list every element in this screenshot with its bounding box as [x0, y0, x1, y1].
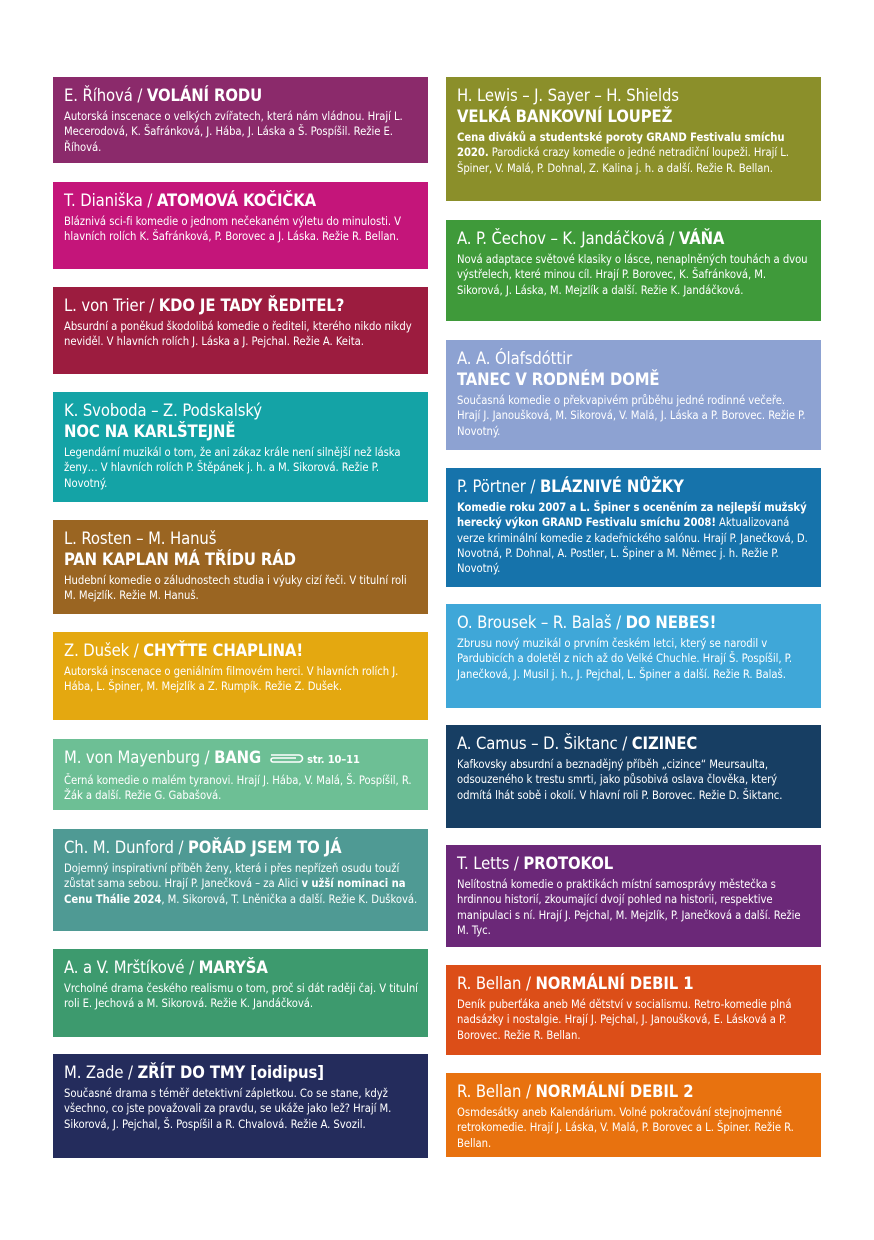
show-authors: K. Svoboda – Z. Podskalský	[64, 401, 262, 420]
show-card-marysa	[53, 949, 428, 1037]
show-description	[64, 1086, 418, 1132]
show-description	[457, 757, 811, 803]
show-authors: R. Bellan	[457, 974, 522, 993]
show-description	[64, 773, 418, 804]
show-card-cizinec	[446, 725, 821, 828]
show-description	[64, 214, 418, 245]
show-authors: E. Říhová	[64, 86, 133, 105]
show-description	[64, 664, 418, 695]
show-title: VÁŇA	[678, 229, 725, 248]
show-title: VOLÁNÍ RODU	[146, 86, 263, 105]
show-title: DO NEBES!	[625, 613, 717, 632]
show-authors: A. a V. Mrštíkové	[64, 958, 185, 977]
show-heading: Z. Dušek / CHYŤTE CHAPLINA!	[64, 641, 303, 660]
show-award: Cena diváků a studentské poroty GRAND Festivalu smíchu 2020.	[457, 131, 785, 160]
show-description-text: Dojemný inspirativní příběh ženy, která i přes nepřízeň osudu touží zůstat sama sebou. Hrají P. Janečková – za Alici	[64, 862, 400, 891]
show-award: Komedie roku 2007 a L. Špiner s oceněním za nejlepší mužský herecký výkon GRAND Festivalu smíchu 2008!	[457, 501, 807, 530]
show-description-text: Bláznivá sci-fi komedie o jednom nečekaném výletu do minulosti. V hlavních rolích K. Šafránková, P. Borovec a J. Láska. Režie R. Bellan.	[64, 215, 401, 244]
show-description-text: Černá komedie o malém tyranovi. Hrají J. Hába, V. Malá, Š. Pospíšil, R. Žák a další. Režie G. Gabašová.	[64, 774, 412, 803]
show-authors: M. Zade	[64, 1063, 124, 1082]
show-description-text: Nelítostná komedie o praktikách místní samosprávy městečka s hrdinnou historií, zkoumající dvojí pohled na historii, respektive manipulaci s ní. Hrají J. Pejchal, M. Mejzlík, P. Janečková a další. Režie M. Tyc.	[457, 878, 801, 937]
show-heading: Ch. M. Dunford / POŘÁD JSEM TO JÁ	[64, 838, 342, 857]
show-description-text: Současná komedie o překvapivém průběhu jedné rodinné večeře. Hrají J. Janoušková, M. Sikorová, V. Malá, J. Láska a P. Borovec. Režie P. Novotný.	[457, 394, 806, 438]
show-card-normalni-debil-1	[446, 965, 821, 1055]
show-heading: E. Říhová / VOLÁNÍ RODU	[64, 86, 263, 105]
show-card-chytte-chaplina	[53, 632, 428, 720]
show-description	[64, 861, 418, 907]
show-authors: P. Pörtner	[457, 477, 526, 496]
show-heading	[457, 85, 811, 127]
show-description	[457, 877, 811, 938]
show-authors: T. Letts	[457, 854, 510, 873]
show-card-do-nebes	[446, 604, 821, 708]
show-title: NORMÁLNÍ DEBIL 2	[535, 1082, 694, 1101]
show-authors: L. Rosten – M. Hanuš	[64, 529, 217, 548]
show-heading: A. Camus – D. Šiktanc / CIZINEC	[457, 734, 698, 753]
show-description-text: Deník puberťáka aneb Mé dětství v socialismu. Retro-komedie plná nadsázky i nostalgie. Hrají J. Pejchal, J. Janoušková, E. Lásková a P. Borovec. Režie R. Bellan.	[457, 998, 792, 1042]
show-description	[457, 130, 811, 176]
show-card-tanec-v-rodnem-dome	[446, 340, 821, 450]
show-description-text: Kafkovsky absurdní a beznadějný příběh „cizince“ Meursaulta, odsouzeného k trestu smrti, jako působivá oslava člověka, který odmítá lhát sobě i okolí. V hlavní roli P. Borovec. Režie D. Šiktanc.	[457, 758, 783, 802]
show-heading: R. Bellan / NORMÁLNÍ DEBIL 1	[457, 974, 694, 993]
show-card-zrit-do-tmy-oidipus	[53, 1054, 428, 1158]
show-authors: M. von Mayenburg	[64, 748, 200, 767]
show-description-text: Absurdní a poněkud škodolibá komedie o řediteli, kterého nikdo nikdy neviděl. V hlavních rolích J. Láska a J. Pejchal. Režie A. Keita.	[64, 320, 412, 349]
show-card-normalni-debil-2	[446, 1073, 821, 1157]
show-award: v užší nominaci na Cenu Thálie 2024	[64, 877, 406, 906]
show-authors: Z. Dušek	[64, 641, 130, 660]
show-title: NORMÁLNÍ DEBIL 1	[535, 974, 694, 993]
show-description-text: Osmdesátky aneb Kalendárium. Volné pokračování stejnojmenné retrokomedie. Hrají J. Láska, V. Malá, P. Borovec a L. Špiner. Režie R. Bellan.	[457, 1106, 794, 1150]
show-description	[64, 445, 418, 491]
show-heading	[64, 528, 418, 570]
show-description-end: , M. Sikorová, T. Lněnička a další. Režie K. Dušková.	[161, 892, 418, 906]
show-card-atomova-kocicka	[53, 182, 428, 269]
show-description-text: Parodická crazy komedie o jedné netradiční loupeži. Hrají L. Špiner, V. Malá, P. Dohnal, Z. Kalina j. h. a další. Režie R. Bellan.	[457, 146, 789, 175]
show-title: MARYŠA	[198, 958, 268, 977]
show-description	[64, 109, 418, 155]
show-heading: A. a V. Mrštíkové / MARYŠA	[64, 958, 268, 977]
show-card-bang	[53, 739, 428, 810]
show-card-protokol	[446, 845, 821, 947]
show-heading: L. von Trier / KDO JE TADY ŘEDITEL?	[64, 296, 345, 315]
show-heading: O. Brousek – R. Balaš / DO NEBES!	[457, 613, 717, 632]
show-heading: P. Pörtner / BLÁZNIVÉ NŮŽKY	[457, 477, 684, 496]
show-title: PAN KAPLAN MÁ TŘÍDU RÁD	[64, 550, 296, 569]
show-card-kdo-je-tady-reditel	[53, 287, 428, 374]
show-title: NOC NA KARLŠTEJNĚ	[64, 422, 236, 441]
show-card-pan-kaplan-ma-tridu-rad	[53, 520, 428, 614]
show-title: TANEC V RODNÉM DOMĚ	[457, 370, 660, 389]
show-authors: A. Camus – D. Šiktanc	[457, 734, 618, 753]
show-description	[457, 636, 811, 682]
show-description	[457, 997, 811, 1043]
show-title: BANG	[214, 748, 262, 767]
show-authors: T. Dianiška	[64, 191, 143, 210]
show-heading: M. von Mayenburg / BANG str. 10–11	[64, 748, 360, 767]
show-title: PROTOKOL	[523, 854, 614, 873]
show-description-text: Vrcholné drama českého realismu o tom, proč si dát raději čaj. V titulní roli E. Jechová a M. Sikorová. Režie K. Jandáčková.	[64, 982, 418, 1011]
show-card-noc-na-karlstejne	[53, 392, 428, 502]
show-description	[457, 500, 811, 576]
show-description	[457, 252, 811, 298]
show-card-volani-rodu	[53, 77, 428, 163]
show-authors: L. von Trier	[64, 296, 145, 315]
show-description-text: Hudební komedie o záludnostech studia i výuky cizí řeči. V titulní roli M. Mejzlík. Režie M. Hanuš.	[64, 574, 407, 603]
show-heading	[64, 400, 418, 442]
show-card-blaznive-nuzky	[446, 468, 821, 587]
page-reference: str. 10–11	[307, 753, 360, 766]
show-authors: A. P. Čechov – K. Jandáčková	[457, 229, 665, 248]
show-description-text: Nová adaptace světové klasiky o lásce, nenaplněných touhách a dvou výstřelech, které minou cíl. Hrají P. Borovec, K. Šafránková, M. Sikorová, J. Láska, M. Mejzlík a další. Režie K. Jandáčková.	[457, 253, 808, 297]
show-authors: A. A. Ólafsdóttir	[457, 349, 573, 368]
show-description-text: Zbrusu nový muzikál o prvním českém letci, který se narodil v Pardubicích a doletěl z nich až do Velké Chuchle. Hrají Š. Pospíšil, P. Janečková, J. Musil j. h., J. Pejchal, L. Špiner a další. Režie R. Balaš.	[457, 637, 793, 681]
show-card-porad-jsem-to-ja	[53, 829, 428, 931]
show-authors: O. Brousek – R. Balaš	[457, 613, 612, 632]
show-description-text: Autorská inscenace o geniálním filmovém herci. V hlavních rolích J. Hába, L. Špiner, M. Mejzlík a Z. Rumpík. Režie Z. Dušek.	[64, 665, 399, 694]
show-heading: R. Bellan / NORMÁLNÍ DEBIL 2	[457, 1082, 694, 1101]
show-card-vana	[446, 220, 821, 321]
show-title: CHYŤTE CHAPLINA!	[143, 641, 303, 660]
show-authors: R. Bellan	[457, 1082, 522, 1101]
show-heading: M. Zade / ZŘÍT DO TMY [oidipus]	[64, 1063, 324, 1082]
show-authors: H. Lewis – J. Sayer – H. Shields	[457, 86, 679, 105]
show-description	[457, 1105, 811, 1151]
show-description-text: Aktualizovaná verze kriminální komedie z kadeřnického salónu. Hrají P. Janečková, D. Novotná, P. Dohnal, A. Postler, L. Špiner a M. Němec j. h. Režie P. Novotný.	[457, 516, 808, 576]
show-title: CIZINEC	[631, 734, 698, 753]
show-description-text: Současné drama s téměř detektivní zápletkou. Co se stane, když všechno, co jste považovali za pravdu, se ukáže jako lež? Hrají M. Sikorová, J. Pejchal, Š. Pospíšil a R. Chvalová. Režie A. Svozil.	[64, 1087, 392, 1131]
paperclip-icon	[265, 748, 305, 769]
show-description-text: Autorská inscenace o velkých zvířatech, která nám vládnou. Hrají L. Mecerodová, K. Šafránková, J. Hába, J. Láska a Š. Pospíšil. Režie E. Říhová.	[64, 110, 403, 154]
show-heading: T. Letts / PROTOKOL	[457, 854, 614, 873]
show-description	[64, 981, 418, 1012]
show-title: KDO JE TADY ŘEDITEL?	[158, 296, 345, 315]
show-heading: T. Dianiška / ATOMOVÁ KOČIČKA	[64, 191, 317, 210]
show-title: BLÁZNIVÉ NŮŽKY	[539, 477, 684, 496]
show-heading	[457, 348, 811, 390]
show-description	[64, 573, 418, 604]
show-title: ZŘÍT DO TMY [oidipus]	[137, 1063, 324, 1082]
show-card-velka-bankovni-loupez	[446, 77, 821, 201]
show-title: POŘÁD JSEM TO JÁ	[187, 838, 342, 857]
show-description	[457, 393, 811, 439]
show-description-text: Legendární muzikál o tom, že ani zákaz krále není silnější než láska ženy… V hlavních rolích P. Štěpánek j. h. a M. Sikorová. Režie P. Novotný.	[64, 446, 401, 490]
show-authors: Ch. M. Dunford	[64, 838, 174, 857]
show-title: VELKÁ BANKOVNÍ LOUPEŽ	[457, 107, 673, 126]
show-description	[64, 319, 418, 350]
show-title: ATOMOVÁ KOČIČKA	[156, 191, 317, 210]
show-heading: A. P. Čechov – K. Jandáčková / VÁŇA	[457, 229, 725, 248]
